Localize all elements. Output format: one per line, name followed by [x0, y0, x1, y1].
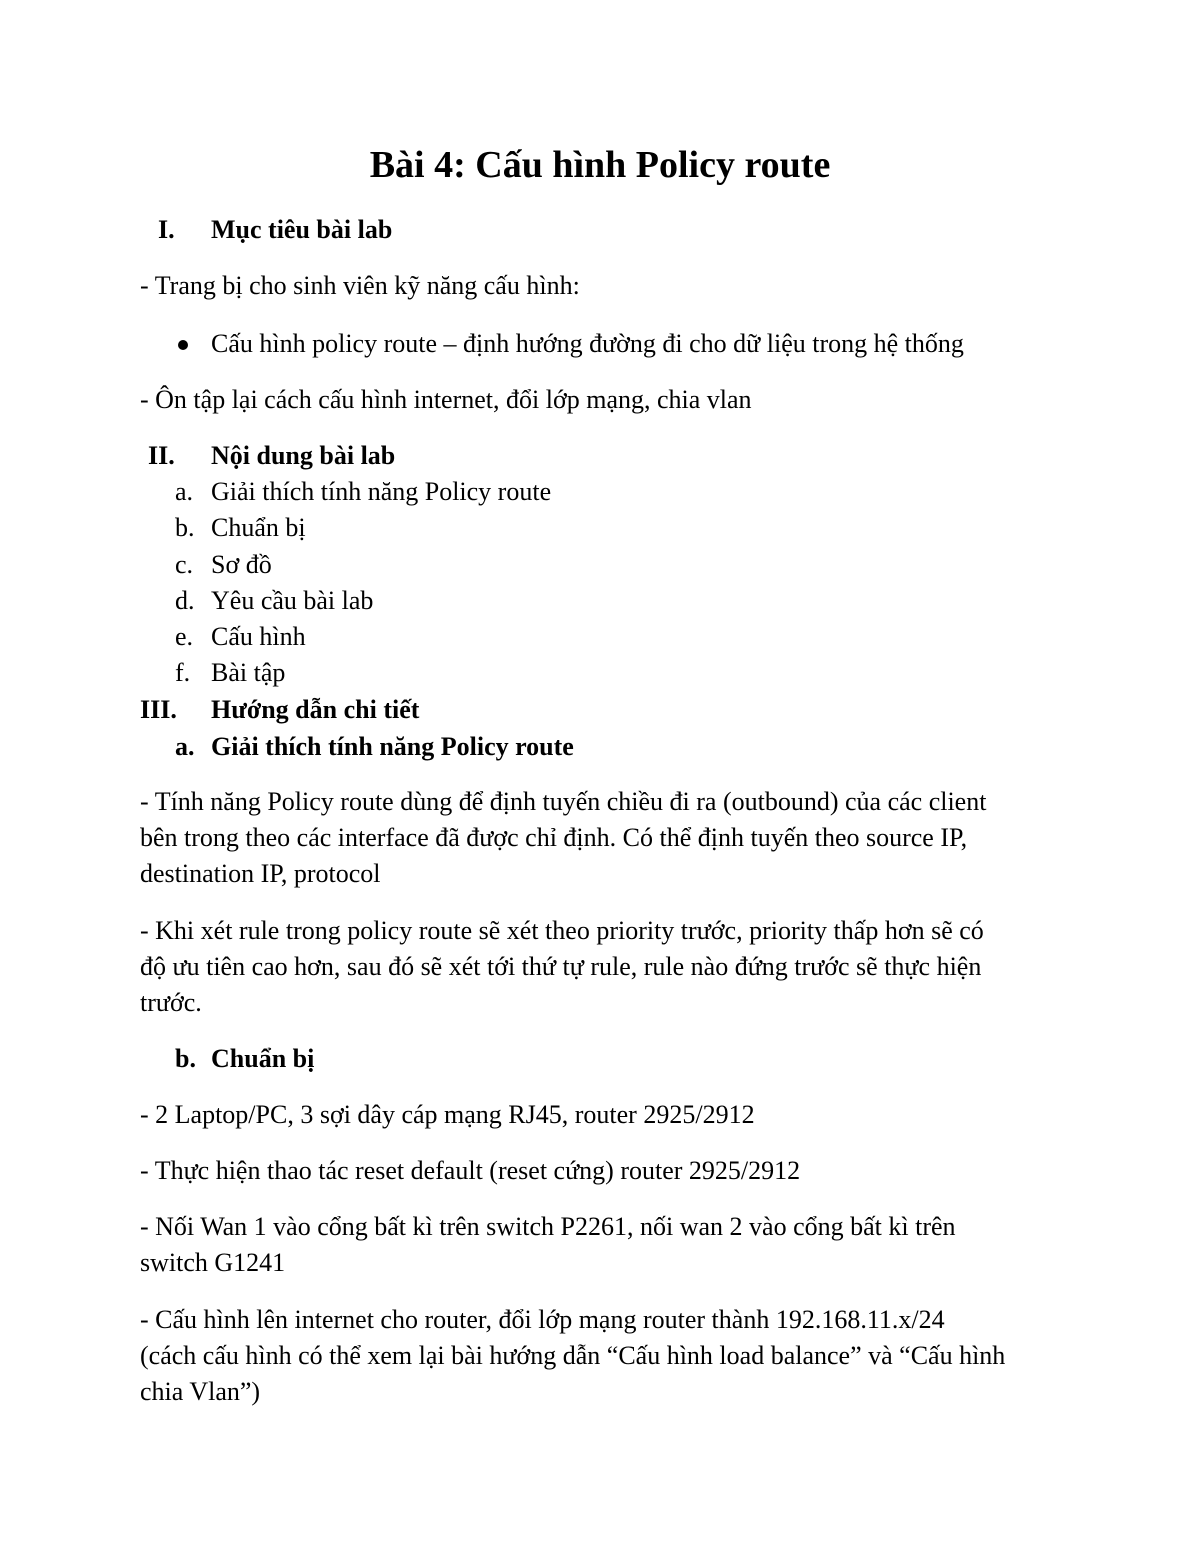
text-line: trước.: [140, 988, 202, 1017]
section-2-numeral: II.: [148, 441, 175, 470]
subsection-a-title: Giải thích tính năng Policy route: [211, 732, 574, 761]
text-line: switch G1241: [140, 1248, 286, 1277]
reset-line: - Thực hiện thao tác reset default (reset cứng) router 2925/2912: [140, 1156, 801, 1185]
section-1-title: Mục tiêu bài lab: [211, 215, 393, 244]
list-marker: f.: [175, 658, 191, 687]
section-1-bullet-text: Cấu hình policy route – định hướng đường đi cho dữ liệu trong hệ thống: [211, 329, 964, 358]
text-line: - Cấu hình lên internet cho router, đổi lớp mạng router thành 192.168.11.x/24: [140, 1305, 945, 1334]
paragraph-wan-connection: [140, 1209, 1070, 1281]
equipment-line: - 2 Laptop/PC, 3 sợi dây cáp mạng RJ45, router 2925/2912: [140, 1100, 755, 1129]
section-1-intro: - Trang bị cho sinh viên kỹ năng cấu hình:: [140, 271, 580, 300]
text-line: - Nối Wan 1 vào cổng bất kì trên switch P2261, nối wan 2 vào cổng bất kì trên: [140, 1212, 956, 1241]
list-item-text: Giải thích tính năng Policy route: [211, 477, 552, 506]
subsection-b-title: Chuẩn bị: [211, 1044, 315, 1073]
list-marker: e.: [175, 622, 194, 651]
text-line: (cách cấu hình có thể xem lại bài hướng dẫn “Cấu hình load balance” và “Cấu hình: [140, 1341, 1006, 1370]
text-line: destination IP, protocol: [140, 859, 381, 888]
text-line: - Tính năng Policy route dùng để định tuyến chiều đi ra (outbound) của các client: [140, 787, 987, 816]
section-3-numeral: III.: [140, 695, 177, 724]
list-marker: a.: [175, 477, 194, 506]
list-marker: c.: [175, 550, 194, 579]
text-line: chia Vlan”): [140, 1377, 261, 1406]
list-marker: b.: [175, 513, 195, 542]
list-item-text: Cấu hình: [211, 622, 306, 651]
subsection-a-marker: a.: [175, 732, 195, 761]
paragraph-policy-route-description: [140, 784, 1070, 892]
list-item-text: Yêu cầu bài lab: [211, 586, 374, 615]
paragraph-internet-config: [140, 1302, 1070, 1410]
section-1-numeral: I.: [158, 215, 175, 244]
paragraph-rule-priority: [140, 913, 1070, 1021]
list-item-text: Sơ đồ: [211, 550, 272, 579]
text-line: độ ưu tiên cao hơn, sau đó sẽ xét tới thứ tự rule, rule nào đứng trước sẽ thực hiện: [140, 952, 982, 981]
text-line: bên trong theo các interface đã được chỉ định. Có thể định tuyến theo source IP,: [140, 823, 968, 852]
section-2-title: Nội dung bài lab: [211, 441, 396, 470]
text-line: - Khi xét rule trong policy route sẽ xét theo priority trước, priority thấp hơn sẽ có: [140, 916, 984, 945]
section-3-title: Hướng dẫn chi tiết: [211, 695, 420, 724]
list-item-text: Chuẩn bị: [211, 513, 306, 542]
section-1-review: - Ôn tập lại cách cấu hình internet, đổi lớp mạng, chia vlan: [140, 385, 752, 414]
page-title: Bài 4: Cấu hình Policy route: [369, 144, 831, 186]
list-marker: d.: [175, 586, 195, 615]
bullet-icon: [178, 340, 188, 350]
subsection-b-marker: b.: [175, 1044, 196, 1073]
list-item-text: Bài tập: [211, 658, 286, 687]
